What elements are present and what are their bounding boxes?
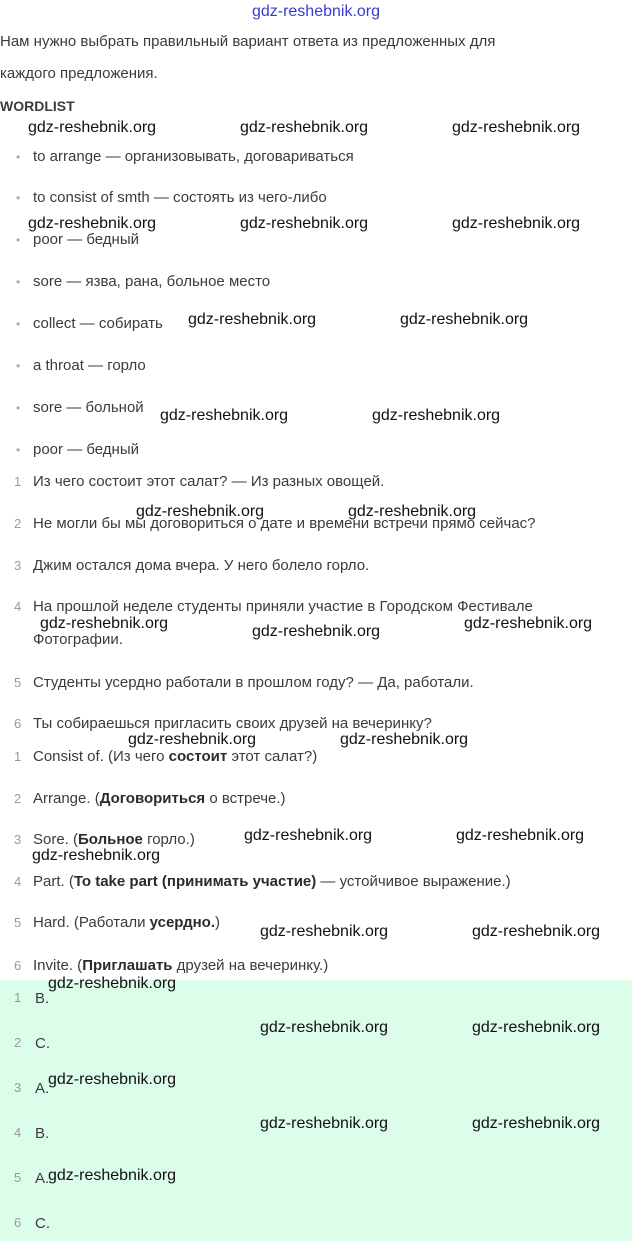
highlighted-word: Договориться	[99, 790, 206, 807]
watermark-text: gdz-reshebnik.org	[472, 1115, 601, 1132]
wordlist-item: poor — бедный	[33, 441, 139, 458]
bullet-icon: •	[16, 359, 21, 373]
explanation-number: 4	[14, 874, 22, 889]
watermark-text: gdz-reshebnik.org	[28, 119, 157, 136]
watermark-text: gdz-reshebnik.org	[260, 923, 389, 940]
explanation-segment: Hard. (Работали	[33, 914, 150, 931]
watermark-text: gdz-reshebnik.org	[372, 407, 501, 424]
explanation-segment: друзей на вечеринку.)	[172, 957, 329, 974]
watermark-text: gdz-reshebnik.org	[340, 731, 469, 748]
bullet-icon: •	[16, 233, 21, 247]
question-number: 2	[14, 516, 22, 531]
highlighted-word: Больное	[78, 831, 143, 848]
answer-value: B.	[35, 990, 50, 1007]
watermark-text: gdz-reshebnik.org	[452, 119, 581, 136]
watermark-text: gdz-reshebnik.org	[456, 827, 585, 844]
question-text-cont: Фотографии.	[33, 631, 123, 648]
answer-number: 6	[14, 1215, 22, 1230]
wordlist-title: WORDLIST	[0, 98, 75, 114]
bullet-icon: •	[16, 401, 21, 415]
question-number: 3	[14, 558, 22, 573]
intro-line-2: каждого предложения.	[0, 65, 158, 82]
explanation-segment: о встрече.)	[205, 790, 286, 807]
wordlist-item: sore — язва, рана, больное место	[33, 273, 271, 290]
watermark-text: gdz-reshebnik.org	[48, 1167, 177, 1184]
wordlist-item: collect — собирать	[33, 315, 163, 332]
explanation-text	[33, 914, 220, 932]
question-text: Студенты усердно работали в прошлом году? — Да, работали.	[33, 674, 474, 691]
wordlist-item: to consist of smth — состоять из чего-либо	[33, 189, 327, 206]
question-text: Джим остался дома вчера. У него болело горло.	[33, 557, 370, 574]
watermark-text: gdz-reshebnik.org	[240, 215, 369, 232]
wordlist-item: to arrange — организовывать, договариваться	[33, 148, 354, 165]
watermark-text: gdz-reshebnik.org	[252, 623, 381, 640]
watermark-text: gdz-reshebnik.org	[472, 1019, 601, 1036]
highlighted-word: усердно.	[149, 914, 215, 931]
highlighted-word: To take part (принимать участие)	[73, 873, 317, 890]
explanation-segment: Invite. (	[33, 957, 83, 974]
watermark-text: gdz-reshebnik.org	[452, 215, 581, 232]
watermark-text: gdz-reshebnik.org	[472, 923, 601, 940]
watermark-text: gdz-reshebnik.org	[244, 827, 373, 844]
explanation-number: 2	[14, 791, 22, 806]
highlighted-word: Приглашать	[82, 957, 173, 974]
wordlist-item: a throat — горло	[33, 357, 146, 374]
question-text: Из чего состоит этот салат? — Из разных овощей.	[33, 473, 385, 490]
explanation-segment: горло.)	[142, 831, 195, 848]
watermark-text: gdz-reshebnik.org	[32, 847, 161, 864]
explanation-number: 3	[14, 832, 22, 847]
explanation-text	[33, 873, 511, 891]
watermark-text: gdz-reshebnik.org	[400, 311, 529, 328]
explanation-segment: Sore. (	[33, 831, 79, 848]
watermark-text: gdz-reshebnik.org	[48, 1071, 177, 1088]
explanation-segment: Arrange. (	[33, 790, 100, 807]
watermark-text: gdz-reshebnik.org	[260, 1115, 389, 1132]
answer-number: 1	[14, 990, 22, 1005]
answer-number: 3	[14, 1080, 22, 1095]
wordlist-item: poor — бедный	[33, 231, 139, 248]
bullet-icon: •	[16, 191, 21, 205]
question-text: Ты собираешься пригласить своих друзей на вечеринку?	[33, 715, 432, 732]
bullet-icon: •	[16, 275, 21, 289]
site-watermark-top: gdz-reshebnik.org	[251, 3, 381, 20]
highlighted-word: состоит	[168, 748, 228, 765]
question-text: На прошлой неделе студенты приняли участие в Городском Фестивале	[33, 598, 533, 615]
explanation-number: 1	[14, 749, 22, 764]
answer-number: 2	[14, 1035, 22, 1050]
watermark-text: gdz-reshebnik.org	[260, 1019, 389, 1036]
question-number: 6	[14, 716, 22, 731]
watermark-text: gdz-reshebnik.org	[240, 119, 369, 136]
watermark-text: gdz-reshebnik.org	[40, 615, 169, 632]
question-text: Не могли бы мы договориться о дате и времени встречи прямо сейчас?	[33, 515, 536, 532]
answer-number: 5	[14, 1170, 22, 1185]
explanation-segment: Part. (	[33, 873, 74, 890]
wordlist-item: sore — больной	[33, 399, 144, 416]
answer-value: B.	[35, 1125, 50, 1142]
explanation-segment: этот салат?)	[227, 748, 318, 765]
explanation-text	[33, 957, 328, 975]
watermark-text: gdz-reshebnik.org	[128, 731, 257, 748]
question-number: 4	[14, 599, 22, 614]
explanation-text	[33, 790, 286, 808]
answer-number: 4	[14, 1125, 22, 1140]
watermark-text: gdz-reshebnik.org	[188, 311, 317, 328]
intro-line-1: Нам нужно выбрать правильный вариант ответа из предложенных для	[0, 33, 496, 50]
explanation-segment: Consist of. (Из чего	[33, 748, 169, 765]
bullet-icon: •	[16, 150, 21, 164]
answer-value: C.	[35, 1035, 50, 1052]
explanation-segment: )	[215, 914, 220, 931]
answer-value: A.	[35, 1080, 50, 1097]
watermark-text: gdz-reshebnik.org	[48, 975, 177, 992]
bullet-icon: •	[16, 317, 21, 331]
bullet-icon: •	[16, 443, 21, 457]
watermark-text: gdz-reshebnik.org	[464, 615, 593, 632]
watermark-text: gdz-reshebnik.org	[160, 407, 289, 424]
watermark-text: gdz-reshebnik.org	[348, 503, 477, 520]
answer-value: C.	[35, 1215, 50, 1232]
explanation-segment: — устойчивое выражение.)	[316, 873, 511, 890]
explanation-text	[33, 748, 317, 766]
watermark-text: gdz-reshebnik.org	[136, 503, 265, 520]
question-number: 5	[14, 675, 22, 690]
watermark-text: gdz-reshebnik.org	[28, 215, 157, 232]
explanation-number: 6	[14, 958, 22, 973]
question-number: 1	[14, 474, 22, 489]
answer-value: A.	[35, 1170, 50, 1187]
explanation-number: 5	[14, 915, 22, 930]
